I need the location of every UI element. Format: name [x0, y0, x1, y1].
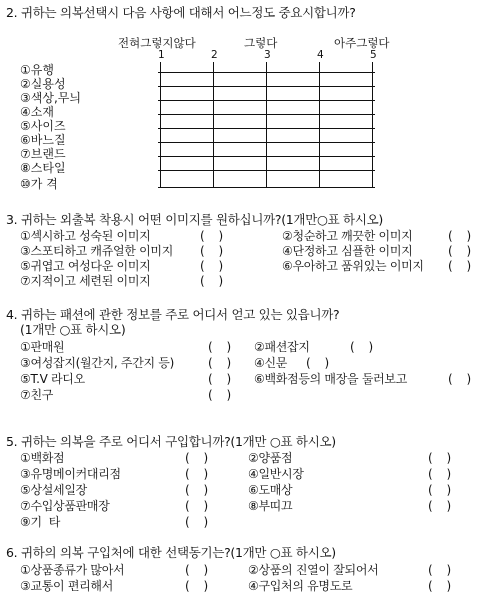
rating-line-style[interactable]: [158, 170, 375, 171]
q4-option-6-blank[interactable]: ( ): [448, 372, 471, 386]
q3-option-1-blank[interactable]: ( ): [200, 229, 223, 243]
scale-label-mid: 그렇다: [244, 36, 278, 50]
scale-number-2: 2: [211, 49, 218, 61]
q3-option-7: ⑦지적이고 세련된 이미지: [20, 274, 151, 288]
q5-option-7: ⑦수입상품판매장: [20, 499, 110, 513]
question-2-title: 2. 귀하는 의복선택시 다음 사항에 대해서 어느정도 중요시합니까?: [6, 5, 356, 20]
q5-option-3: ③유명메이커대리점: [20, 467, 121, 481]
q3-option-5: ⑤귀엽고 여성다운 이미지: [20, 259, 151, 273]
q4-option-2: ②패션잡지: [254, 340, 310, 354]
q4-option-7-blank[interactable]: ( ): [208, 388, 231, 402]
q3-option-6: ⑥우아하고 품위있는 이미지: [282, 259, 424, 273]
q5-option-5: ⑤상설세일장: [20, 483, 87, 497]
q6-option-3-blank[interactable]: ( ): [185, 579, 208, 593]
q6-option-4-blank[interactable]: ( ): [428, 579, 451, 593]
q3-option-7-blank[interactable]: ( ): [200, 274, 223, 288]
question-4-title: 4. 귀하는 패션에 관한 정보를 주로 어디서 얻고 있는 있읍니까?: [6, 307, 340, 322]
rating-line-trend[interactable]: [158, 72, 375, 73]
q5-option-1: ①백화점: [20, 451, 65, 465]
q4-option-1: ①판매원: [20, 340, 65, 354]
q5-option-1-blank[interactable]: ( ): [185, 451, 208, 465]
q6-option-2: ②상품의 진열이 잘되어서: [248, 563, 379, 577]
question-6-title: 6. 귀하의 의복 구입처에 대한 선택동기는?(1개만 ○표 하시오): [6, 545, 336, 560]
rating-item-trend: ①유행: [20, 63, 54, 77]
q4-option-6: ⑥백화점등의 매장을 둘러보고: [254, 372, 407, 386]
rating-item-color-pattern: ③색상,무늬: [20, 91, 81, 105]
q5-option-5-blank[interactable]: ( ): [185, 483, 208, 497]
q6-option-2-blank[interactable]: ( ): [428, 563, 451, 577]
q5-option-6: ⑥도매상: [248, 483, 293, 497]
q3-option-4: ④단정하고 심플한 이미지: [282, 244, 413, 258]
q6-option-1: ①상품종류가 많아서: [20, 563, 125, 577]
question-5-title: 5. 귀하는 의복을 주로 어디서 구입합니까?(1개만 ○표 하시오): [6, 434, 336, 449]
scale-label-high: 아주그렇다: [334, 36, 390, 50]
q3-option-2-blank[interactable]: ( ): [448, 229, 471, 243]
q4-option-2-blank[interactable]: ( ): [350, 340, 373, 354]
q3-option-5-blank[interactable]: ( ): [200, 259, 223, 273]
q3-option-1: ①섹시하고 성숙된 이미지: [20, 229, 151, 243]
q5-option-7-blank[interactable]: ( ): [185, 499, 208, 513]
question-3-title: 3. 귀하는 외출복 착용시 어떤 이미지를 원하십니까?(1개만○표 하시오): [6, 212, 383, 227]
q4-option-1-blank[interactable]: ( ): [208, 340, 231, 354]
question-4-subtitle: (1개만 ○표 하시오): [20, 322, 126, 337]
q5-option-8: ⑧부띠끄: [248, 499, 293, 513]
rating-item-practicality: ②실용성: [20, 77, 66, 91]
scale-label-low: 전혀그렇지않다: [118, 36, 196, 50]
rating-item-sewing: ⑥바느질: [20, 133, 66, 147]
q3-option-2: ②청순하고 깨끗한 이미지: [282, 229, 413, 243]
rating-item-style: ⑧스타일: [20, 161, 66, 175]
q4-option-3-blank[interactable]: ( ): [208, 356, 231, 370]
q5-option-9-blank[interactable]: ( ): [185, 515, 208, 529]
scale-number-4: 4: [317, 49, 324, 61]
q5-option-8-blank[interactable]: ( ): [428, 499, 451, 513]
q4-option-4-blank[interactable]: ( ): [306, 356, 329, 370]
q6-option-4: ④구입처의 유명도로: [248, 579, 353, 593]
q3-option-4-blank[interactable]: ( ): [448, 244, 471, 258]
q5-option-4: ④일반시장: [248, 467, 304, 481]
scale-number-3: 3: [264, 49, 271, 61]
q4-option-3: ③여성잡지(월간지, 주간지 등): [20, 356, 174, 370]
rating-item-price: ⑩가 격: [20, 177, 58, 191]
rating-line-sewing[interactable]: [158, 142, 375, 143]
q5-option-6-blank[interactable]: ( ): [428, 483, 451, 497]
rating-line-brand[interactable]: [158, 156, 375, 157]
q3-option-6-blank[interactable]: ( ): [448, 259, 471, 273]
rating-item-size: ⑤사이즈: [20, 119, 66, 133]
rating-item-brand: ⑦브랜드: [20, 147, 66, 161]
q5-option-4-blank[interactable]: ( ): [428, 467, 451, 481]
q5-option-3-blank[interactable]: ( ): [185, 467, 208, 481]
rating-item-material: ④소재: [20, 105, 54, 119]
q5-option-2-blank[interactable]: ( ): [428, 451, 451, 465]
q6-option-3: ③교통이 편리해서: [20, 579, 114, 593]
q4-option-4: ④신문: [254, 356, 288, 370]
q5-option-9: ⑨기 타: [20, 515, 61, 529]
rating-line-material[interactable]: [158, 114, 375, 115]
scale-number-1: 1: [158, 49, 165, 61]
q4-option-5: ⑤T.V 라디오: [20, 372, 85, 386]
scale-number-5: 5: [370, 49, 377, 61]
rating-line-price[interactable]: [158, 187, 375, 188]
q6-option-1-blank[interactable]: ( ): [185, 563, 208, 577]
q3-option-3: ③스포티하고 캐쥬얼한 이미지: [20, 244, 173, 258]
q5-option-2: ②양품점: [248, 451, 293, 465]
q4-option-7: ⑦친구: [20, 388, 54, 402]
q4-option-5-blank[interactable]: ( ): [208, 372, 231, 386]
q3-option-3-blank[interactable]: ( ): [200, 244, 223, 258]
rating-line-color-pattern[interactable]: [158, 100, 375, 101]
rating-line-practicality[interactable]: [158, 86, 375, 87]
rating-line-size[interactable]: [158, 128, 375, 129]
